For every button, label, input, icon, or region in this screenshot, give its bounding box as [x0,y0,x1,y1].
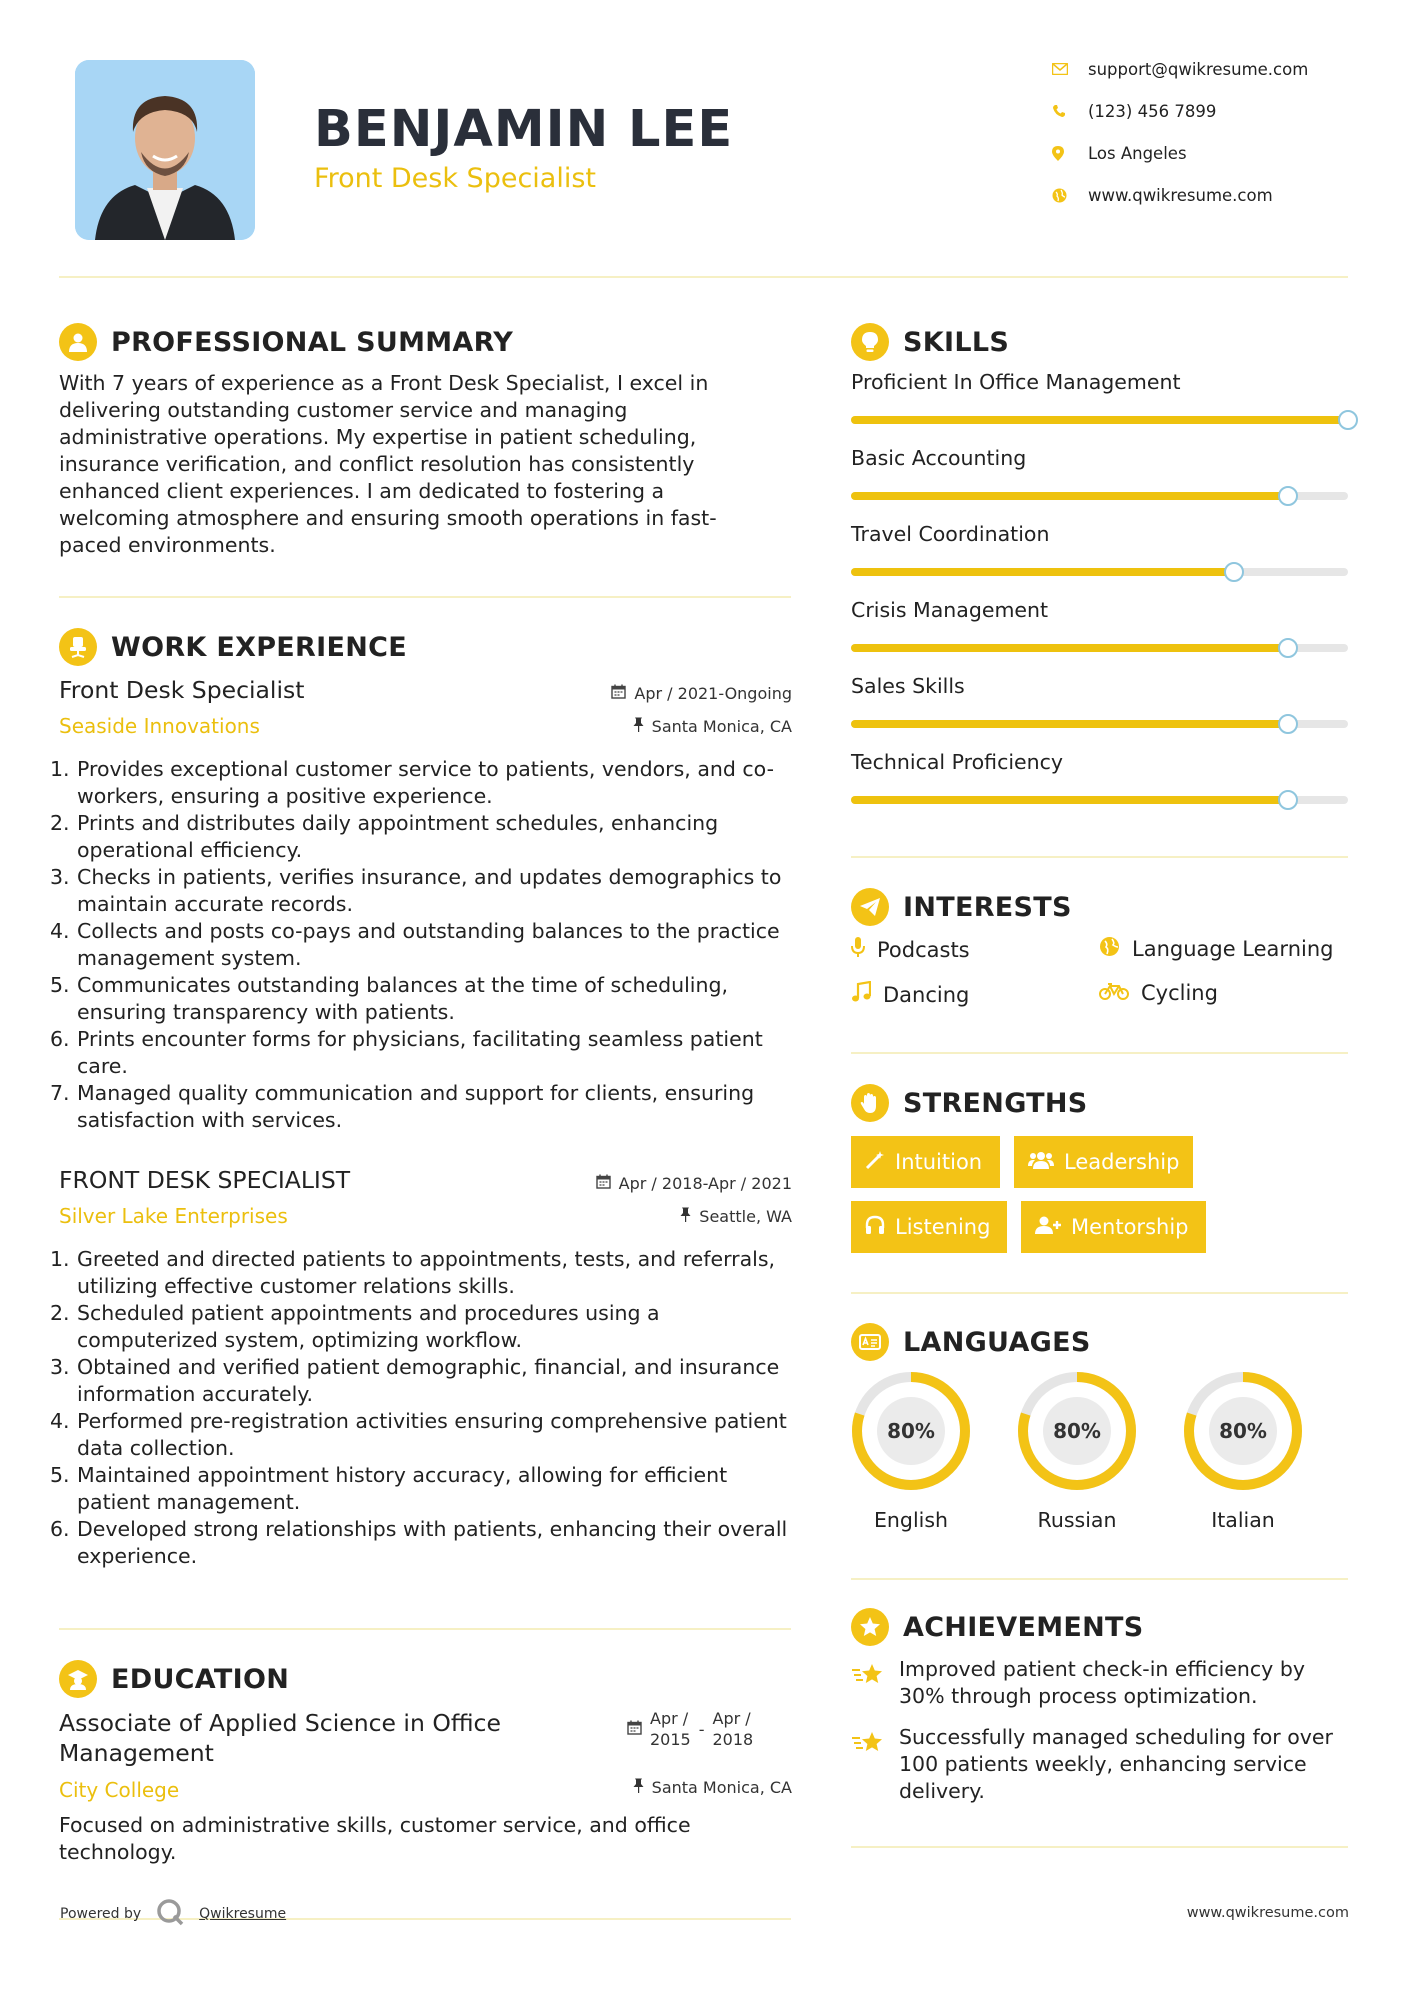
pushpin-icon [633,1778,644,1797]
strength-chip: Leadership [1014,1136,1193,1188]
skills-divider [851,856,1348,858]
users-icon [1028,1150,1054,1175]
education-description: Focused on administrative skills, customer service, and office technology. [59,1813,691,1864]
microphone-icon [851,936,865,963]
language-item [1182,1370,1304,1532]
strength-chip: Mentorship [1021,1201,1206,1253]
interests-heading: INTERESTS [851,888,1072,926]
music-note-icon [851,981,871,1008]
powered-by: Powered by Qwikresume [60,1897,286,1931]
user-plus-icon [1035,1215,1061,1240]
shooting-star-icon [851,1730,885,1805]
language-name: Russian [1037,1508,1117,1532]
job-location: Santa Monica, CA [633,717,792,736]
list-item: 1. Provides exceptional customer service to patients, vendors, and co-workers, ensuring a positive experience. [50,757,774,808]
lightbulb-icon [851,323,889,361]
skill-bar-fill [851,492,1288,500]
calendar-icon [596,1174,611,1193]
pushpin-icon [633,717,644,736]
contact-phone-text: (123) 456 7899 [1088,101,1217,121]
list-item: 2. Prints and distributes daily appointment schedules, enhancing operational efficiency. [50,811,719,862]
language-item [1016,1370,1138,1532]
contact-location-text: Los Angeles [1088,143,1187,163]
bicycle-icon [1099,981,1129,1005]
skill-bar-knob [1278,790,1298,810]
skills-heading: SKILLS [851,323,1009,361]
skill-name: Proficient In Office Management [851,370,1181,394]
list-item: 4. Performed pre-registration activities ensuring comprehensive patient data collection. [50,1409,787,1460]
list-item: 6. Developed strong relationships with patients, enhancing their overall experience. [50,1517,788,1568]
interests-divider [851,1052,1348,1054]
contact-phone [1052,99,1382,123]
degree-title: Associate of Applied Science in Office Management [59,1709,501,1767]
language-ring [1182,1370,1304,1492]
achievements-heading: ACHIEVEMENTS [851,1608,1144,1646]
list-item: 5. Communicates outstanding balances at the time of scheduling, ensuring transparency with patients. [50,973,728,1024]
skill-bar-knob [1278,486,1298,506]
contact-location [1052,141,1382,165]
candidate-name: BENJAMIN LEE [314,100,734,159]
contact-email-text: support@qwikresume.com [1088,59,1309,79]
shooting-star-icon [851,1662,885,1710]
skill-bar-knob [1224,562,1244,582]
job-duties-list [50,1246,795,1570]
achievements-divider [851,1846,1348,1848]
skill-bar-knob [1278,638,1298,658]
skill-bar [851,568,1348,576]
globe-icon [1099,936,1120,962]
language-name: English [873,1508,949,1532]
skill-name: Basic Accounting [851,446,1027,470]
languages-heading: LANGUAGES [851,1323,1091,1361]
school-name: City College [59,1778,180,1802]
calendar-icon [611,684,626,703]
job-title: Front Desk Specialist [59,676,305,704]
strengths-heading: STRENGTHS [851,1084,1088,1122]
candidate-title: Front Desk Specialist [314,163,596,194]
magic-wand-icon [865,1150,885,1175]
skill-name: Technical Proficiency [851,750,1064,774]
skill-bar-knob [1278,714,1298,734]
qwikresume-logo-icon [155,1897,185,1931]
interest-item: Language Learning [1099,936,1333,962]
skill-name: Crisis Management [851,598,1049,622]
company-name: Seaside Innovations [59,714,260,738]
contact-website[interactable] [1052,183,1382,207]
language-percent: 80% [887,1419,935,1443]
experience-divider [59,1628,791,1630]
skill-bar [851,492,1348,500]
education-heading: EDUCATION [59,1660,289,1698]
headphones-icon [865,1215,885,1240]
graduate-icon [59,1660,97,1698]
qwikresume-link[interactable]: Qwikresume [199,1906,287,1922]
skill-bar-fill [851,644,1288,652]
list-item: 3. Obtained and verified patient demographic, financial, and insurance information accurately. [50,1355,780,1406]
skill-bar-fill [851,416,1348,424]
contact-email[interactable] [1052,57,1382,81]
education-dates: Apr / 2015 - Apr / 2018 [627,1708,753,1750]
user-icon [59,323,97,361]
summary-text: With 7 years of experience as a Front Desk Specialist, I excel in delivering outstanding customer service and managing administrative operations. My expertise in patient scheduling, insurance verification, and conflict resolution has consistently enhanced client experiences. I am dedicated to fostering a welcoming atmosphere and ensuring smooth operations in fast-paced environments. [59,371,717,557]
skill-name: Sales Skills [851,674,965,698]
language-ring [1016,1370,1138,1492]
list-item: 2. Scheduled patient appointments and procedures using a computerized system, optimizing workflow. [50,1301,660,1352]
job-dates: Apr / 2021-Ongoing [611,684,792,703]
achievement-item: Improved patient check-in efficiency by 30% through process optimization. [851,1656,1351,1710]
company-name: Silver Lake Enterprises [59,1204,288,1228]
skill-bar [851,720,1348,728]
list-item: 4. Collects and posts co-pays and outstanding balances to the practice management system. [50,919,780,970]
job-duties-list [50,756,795,1134]
language-card-icon [851,1323,889,1361]
job-title: FRONT DESK SPECIALIST [59,1166,351,1194]
experience-heading: WORK EXPERIENCE [59,628,407,666]
header-divider [59,276,1348,278]
strengths-divider [851,1292,1348,1294]
contact-website-text: www.qwikresume.com [1088,185,1273,205]
footer-url[interactable]: www.qwikresume.com [1186,1905,1349,1921]
profile-photo [75,60,255,240]
map-pin-icon [1052,146,1088,161]
star-badge-icon [851,1608,889,1646]
achievement-item: Successfully managed scheduling for over 100 patients weekly, enhancing service delivery. [851,1724,1351,1805]
phone-icon [1052,104,1088,118]
list-item: 5. Maintained appointment history accuracy, allowing for efficient patient management. [50,1463,728,1514]
education-location: Santa Monica, CA [633,1778,792,1797]
language-item [850,1370,972,1532]
list-item: 7. Managed quality communication and support for clients, ensuring satisfaction with services. [50,1081,755,1132]
languages-divider [851,1578,1348,1580]
hand-icon [851,1084,889,1122]
office-chair-icon [59,628,97,666]
strength-chip: Intuition [851,1136,1000,1188]
interest-item: Podcasts [851,936,970,963]
language-name: Italian [1211,1508,1275,1532]
envelope-icon [1052,63,1088,75]
interest-item: Dancing [851,981,969,1008]
skill-bar-knob [1338,410,1358,430]
job-location: Seattle, WA [680,1207,792,1226]
skill-bar-fill [851,796,1288,804]
pushpin-icon [680,1207,691,1226]
globe-icon [1052,188,1088,203]
skill-name: Travel Coordination [851,522,1050,546]
job-dates: Apr / 2018-Apr / 2021 [596,1174,792,1193]
language-percent: 80% [1053,1419,1101,1443]
skill-bar [851,644,1348,652]
strength-chip: Listening [851,1201,1007,1253]
language-percent: 80% [1219,1419,1267,1443]
summary-heading: PROFESSIONAL SUMMARY [59,323,513,361]
list-item: 3. Checks in patients, verifies insurance, and updates demographics to maintain accurate records. [50,865,782,916]
language-ring [850,1370,972,1492]
calendar-icon [627,1719,642,1740]
list-item: 6. Prints encounter forms for physicians, facilitating seamless patient care. [50,1027,763,1078]
skill-bar [851,796,1348,804]
skill-bar-fill [851,720,1288,728]
summary-divider [59,596,791,598]
skill-bar [851,416,1348,424]
paper-plane-icon [851,888,889,926]
interest-item: Cycling [1099,981,1218,1005]
list-item: 1. Greeted and directed patients to appointments, tests, and referrals, utilizing effective customer relations skills. [50,1247,776,1298]
skill-bar-fill [851,568,1234,576]
